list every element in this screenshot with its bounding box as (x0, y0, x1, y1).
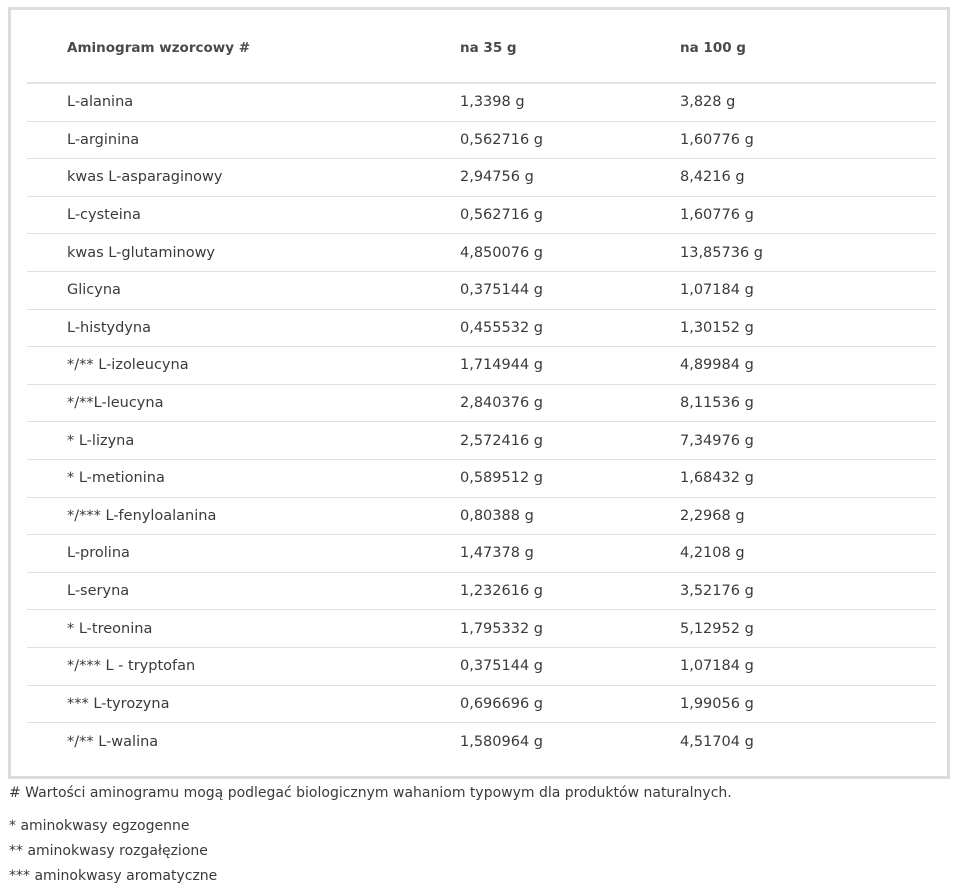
header-per-35g: na 35 g (460, 40, 517, 56)
amino-acid-name: L-cysteina (67, 207, 141, 224)
amino-acid-name: *** L-tyrozyna (67, 695, 170, 712)
amino-acid-name: L-arginina (67, 131, 140, 148)
value-per-100g: 1,60776 g (680, 207, 754, 224)
amino-acid-name: L-seryna (67, 583, 130, 600)
value-per-35g: 1,714944 g (460, 357, 543, 374)
value-per-35g: 1,795332 g (460, 620, 543, 637)
amino-acid-name: kwas L-glutaminowy (67, 244, 216, 261)
value-per-100g: 1,07184 g (680, 658, 754, 675)
value-per-35g: 0,562716 g (460, 131, 543, 148)
value-per-100g: 8,11536 g (680, 395, 754, 412)
footnote-asterisk: *** aminokwasy aromatyczne (9, 868, 218, 884)
amino-acid-name: * L-metionina (67, 470, 165, 487)
amino-acid-name: * L-lizyna (67, 432, 135, 449)
table-row (27, 460, 936, 498)
header-aminogram: Aminogram wzorcowy # (67, 40, 251, 56)
value-per-35g: 4,850076 g (460, 244, 543, 261)
value-per-100g: 13,85736 g (680, 244, 763, 261)
value-per-100g: 2,2968 g (680, 507, 745, 524)
value-per-100g: 1,68432 g (680, 470, 754, 487)
value-per-35g: 0,455532 g (460, 319, 543, 336)
aminogram-table-frame (8, 7, 950, 779)
table-row (27, 234, 936, 272)
footnote-asterisk: ** aminokwasy rozgałęzione (9, 843, 208, 859)
value-per-100g: 8,4216 g (680, 169, 745, 186)
value-per-35g: 1,47378 g (460, 545, 534, 562)
value-per-100g: 4,2108 g (680, 545, 745, 562)
value-per-35g: 1,580964 g (460, 733, 543, 750)
value-per-35g: 0,375144 g (460, 282, 543, 299)
table-row (27, 197, 936, 235)
amino-acid-name: */** L-izoleucyna (67, 357, 189, 374)
aminogram-table (27, 10, 936, 761)
value-per-35g: 2,840376 g (460, 395, 543, 412)
value-per-100g: 3,52176 g (680, 583, 754, 600)
amino-acid-name: * L-treonina (67, 620, 153, 637)
amino-acid-name: L-histydyna (67, 319, 151, 336)
header-per-100g: na 100 g (680, 40, 746, 56)
value-per-35g: 0,562716 g (460, 207, 543, 224)
value-per-100g: 1,30152 g (680, 319, 754, 336)
value-per-35g: 1,3398 g (460, 94, 525, 111)
value-per-35g: 0,589512 g (460, 470, 543, 487)
amino-acid-name: */**L-leucyna (67, 395, 164, 412)
value-per-35g: 0,696696 g (460, 695, 543, 712)
footnote-hash: # Wartości aminogramu mogą podlegać biologicznym wahaniom typowym dla produktów naturalnych. (9, 785, 732, 801)
table-row (27, 610, 936, 648)
value-per-35g: 0,375144 g (460, 658, 543, 675)
table-header-row (27, 10, 936, 84)
table-row (27, 84, 936, 122)
table-row (27, 122, 936, 160)
amino-acid-name: L-alanina (67, 94, 134, 111)
value-per-100g: 4,89984 g (680, 357, 754, 374)
table-row (27, 648, 936, 686)
value-per-100g: 4,51704 g (680, 733, 754, 750)
table-row (27, 723, 936, 761)
value-per-35g: 0,80388 g (460, 507, 534, 524)
value-per-100g: 1,99056 g (680, 695, 754, 712)
value-per-100g: 3,828 g (680, 94, 736, 111)
value-per-100g: 1,60776 g (680, 131, 754, 148)
value-per-100g: 1,07184 g (680, 282, 754, 299)
table-row (27, 686, 936, 724)
table-row (27, 159, 936, 197)
amino-acid-name: */*** L-fenyloalanina (67, 507, 217, 524)
amino-acid-name: L-prolina (67, 545, 130, 562)
table-row (27, 385, 936, 423)
amino-acid-name: */*** L - tryptofan (67, 658, 196, 675)
amino-acid-name: */** L-walina (67, 733, 159, 750)
footnote-asterisk: * aminokwasy egzogenne (9, 818, 190, 834)
amino-acid-name: kwas L-asparaginowy (67, 169, 223, 186)
table-row (27, 498, 936, 536)
value-per-100g: 7,34976 g (680, 432, 754, 449)
table-row (27, 347, 936, 385)
value-per-35g: 2,572416 g (460, 432, 543, 449)
table-row (27, 272, 936, 310)
value-per-35g: 1,232616 g (460, 583, 543, 600)
value-per-100g: 5,12952 g (680, 620, 754, 637)
amino-acid-name: Glicyna (67, 282, 121, 299)
value-per-35g: 2,94756 g (460, 169, 534, 186)
table-row (27, 422, 936, 460)
table-row (27, 535, 936, 573)
table-row (27, 310, 936, 348)
table-row (27, 573, 936, 611)
